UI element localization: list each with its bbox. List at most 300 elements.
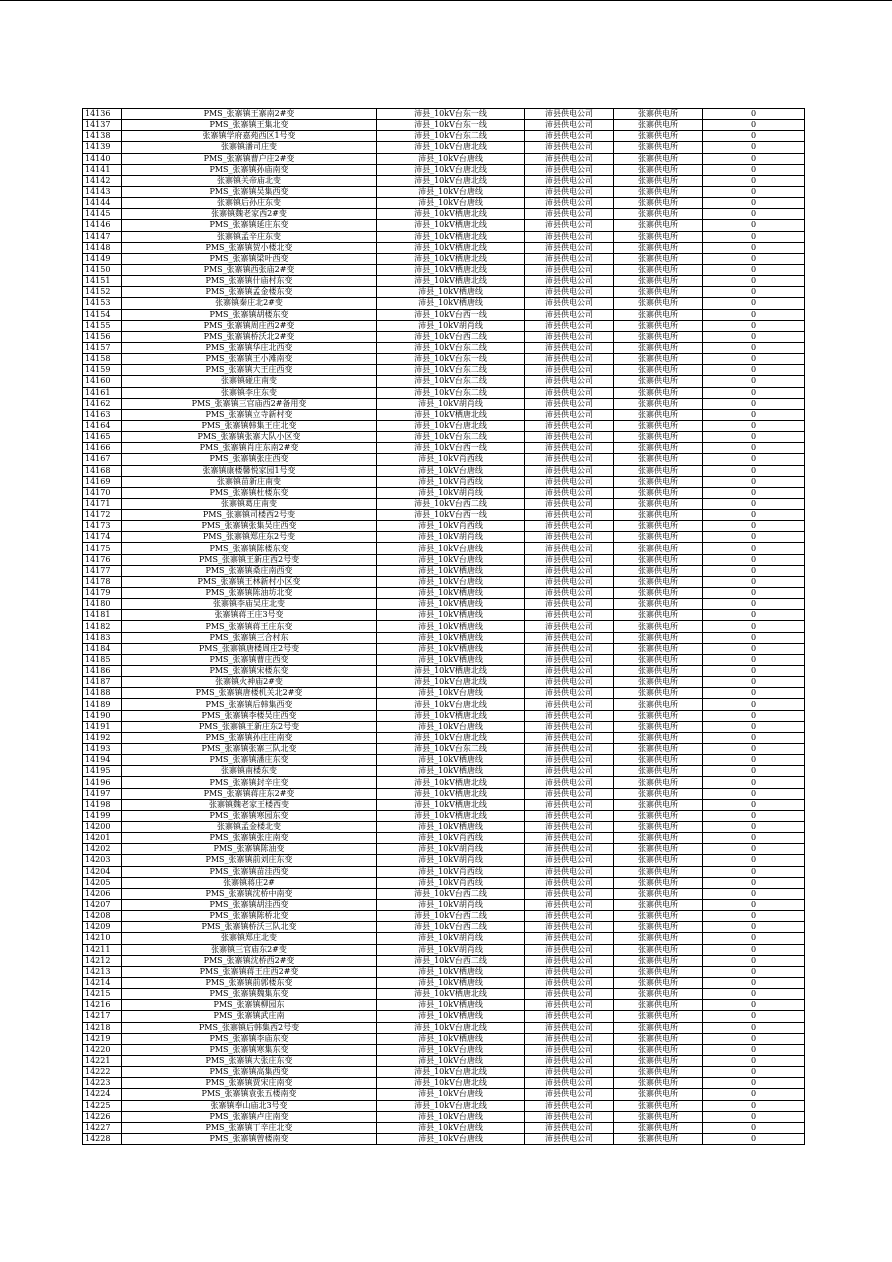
row-id-cell: 14179	[83, 588, 122, 599]
value-cell: 0	[703, 209, 805, 220]
transformer-name-cell: PMS_张寨镇华庄北西变	[122, 342, 377, 353]
feeder-line-cell: 沛县_10kV栖唐线	[377, 654, 525, 665]
transformer-name-cell: PMS_张寨镇杜楼东变	[122, 487, 377, 498]
row-id-cell: 14157	[83, 342, 122, 353]
row-id-cell: 14211	[83, 944, 122, 955]
company-cell: 沛县供电公司	[525, 309, 614, 320]
table-row	[83, 588, 805, 599]
table-row	[83, 532, 805, 543]
feeder-line-cell: 沛县_10kV台唐北线	[377, 175, 525, 186]
value-cell: 0	[703, 276, 805, 287]
station-cell: 张寨供电所	[614, 387, 703, 398]
value-cell: 0	[703, 621, 805, 632]
row-id-cell: 14151	[83, 276, 122, 287]
row-id-cell: 14147	[83, 231, 122, 242]
table-row	[83, 933, 805, 944]
feeder-line-cell: 沛县_10kV台西二线	[377, 498, 525, 509]
row-id-cell: 14167	[83, 454, 122, 465]
company-cell: 沛县供电公司	[525, 643, 614, 654]
feeder-line-cell: 沛县_10kV栖唐北线	[377, 209, 525, 220]
table-row	[83, 465, 805, 476]
value-cell: 0	[703, 810, 805, 821]
company-cell: 沛县供电公司	[525, 565, 614, 576]
company-cell: 沛县供电公司	[525, 866, 614, 877]
table-row	[83, 777, 805, 788]
station-cell: 张寨供电所	[614, 287, 703, 298]
row-id-cell: 14155	[83, 320, 122, 331]
value-cell: 0	[703, 610, 805, 621]
transformer-name-cell: PMS_张寨镇沈桥西2#变	[122, 955, 377, 966]
station-cell: 张寨供电所	[614, 1122, 703, 1133]
value-cell: 0	[703, 1022, 805, 1033]
company-cell: 沛县供电公司	[525, 576, 614, 587]
row-id-cell: 14192	[83, 732, 122, 743]
company-cell: 沛县供电公司	[525, 153, 614, 164]
feeder-line-cell: 沛县_10kV栖唐北线	[377, 231, 525, 242]
station-cell: 张寨供电所	[614, 1033, 703, 1044]
station-cell: 张寨供电所	[614, 242, 703, 253]
transformer-name-cell: PMS_张寨镇梁叶西变	[122, 253, 377, 264]
transformer-name-cell: PMS_张寨镇陈楼东变	[122, 543, 377, 554]
company-cell: 沛县供电公司	[525, 1044, 614, 1055]
table-row	[83, 877, 805, 888]
value-cell: 0	[703, 331, 805, 342]
row-id-cell: 14180	[83, 599, 122, 610]
table-row	[83, 432, 805, 443]
company-cell: 沛县供电公司	[525, 532, 614, 543]
row-id-cell: 14175	[83, 543, 122, 554]
station-cell: 张寨供电所	[614, 643, 703, 654]
station-cell: 张寨供电所	[614, 833, 703, 844]
feeder-line-cell: 沛县_10kV栖唐线	[377, 599, 525, 610]
transformer-name-cell: 张寨镇康楼馨悦家园1号变	[122, 465, 377, 476]
row-id-cell: 14216	[83, 1000, 122, 1011]
table-row	[83, 498, 805, 509]
transformer-name-cell: 张寨镇奉山庙北3号变	[122, 1100, 377, 1111]
row-id-cell: 14144	[83, 198, 122, 209]
page-top-border	[0, 0, 892, 1]
row-id-cell: 14170	[83, 487, 122, 498]
value-cell: 0	[703, 175, 805, 186]
station-cell: 张寨供电所	[614, 465, 703, 476]
company-cell: 沛县供电公司	[525, 888, 614, 899]
value-cell: 0	[703, 1055, 805, 1066]
row-id-cell: 14222	[83, 1067, 122, 1078]
value-cell: 0	[703, 309, 805, 320]
feeder-line-cell: 沛县_10kV肖西线	[377, 866, 525, 877]
row-id-cell: 14181	[83, 610, 122, 621]
company-cell: 沛县供电公司	[525, 320, 614, 331]
station-cell: 张寨供电所	[614, 521, 703, 532]
row-id-cell: 14215	[83, 989, 122, 1000]
value-cell: 0	[703, 432, 805, 443]
station-cell: 张寨供电所	[614, 142, 703, 153]
value-cell: 0	[703, 1033, 805, 1044]
row-id-cell: 14204	[83, 866, 122, 877]
transformer-name-cell: PMS_张寨镇后韩集西2号变	[122, 1022, 377, 1033]
station-cell: 张寨供电所	[614, 131, 703, 142]
value-cell: 0	[703, 142, 805, 153]
row-id-cell: 14153	[83, 298, 122, 309]
transformer-name-cell: PMS_张寨镇三官庙西2#备用变	[122, 398, 377, 409]
company-cell: 沛县供电公司	[525, 721, 614, 732]
value-cell: 0	[703, 510, 805, 521]
transformer-name-cell: 张寨镇火神庙2#变	[122, 677, 377, 688]
table-row	[83, 454, 805, 465]
station-cell: 张寨供电所	[614, 432, 703, 443]
station-cell: 张寨供电所	[614, 989, 703, 1000]
row-id-cell: 14194	[83, 755, 122, 766]
value-cell: 0	[703, 420, 805, 431]
table-row	[83, 677, 805, 688]
table-row	[83, 977, 805, 988]
row-id-cell: 14146	[83, 220, 122, 231]
value-cell: 0	[703, 476, 805, 487]
table-row	[83, 198, 805, 209]
feeder-line-cell: 沛县_10kV栖唐线	[377, 287, 525, 298]
transformer-name-cell: PMS_张寨镇王集北变	[122, 120, 377, 131]
table-row	[83, 331, 805, 342]
table-row	[83, 643, 805, 654]
value-cell: 0	[703, 710, 805, 721]
feeder-line-cell: 沛县_10kV栖唐线	[377, 621, 525, 632]
value-cell: 0	[703, 1000, 805, 1011]
table-row	[83, 487, 805, 498]
table-row	[83, 209, 805, 220]
station-cell: 张寨供电所	[614, 565, 703, 576]
row-id-cell: 14191	[83, 721, 122, 732]
company-cell: 沛县供电公司	[525, 554, 614, 565]
row-id-cell: 14164	[83, 420, 122, 431]
row-id-cell: 14187	[83, 677, 122, 688]
station-cell: 张寨供电所	[614, 732, 703, 743]
value-cell: 0	[703, 521, 805, 532]
station-cell: 张寨供电所	[614, 175, 703, 186]
value-cell: 0	[703, 933, 805, 944]
station-cell: 张寨供电所	[614, 231, 703, 242]
company-cell: 沛县供电公司	[525, 944, 614, 955]
value-cell: 0	[703, 443, 805, 454]
feeder-line-cell: 沛县_10kV胡肖线	[377, 398, 525, 409]
station-cell: 张寨供电所	[614, 331, 703, 342]
row-id-cell: 14203	[83, 855, 122, 866]
transformer-name-cell: PMS_张寨镇王小滩南变	[122, 354, 377, 365]
value-cell: 0	[703, 409, 805, 420]
value-cell: 0	[703, 766, 805, 777]
feeder-line-cell: 沛县_10kV肖西线	[377, 521, 525, 532]
table-row	[83, 420, 805, 431]
feeder-line-cell: 沛县_10kV台唐北线	[377, 1078, 525, 1089]
transformer-name-cell: PMS_张寨镇封辛庄变	[122, 777, 377, 788]
company-cell: 沛县供电公司	[525, 955, 614, 966]
table-row	[83, 1055, 805, 1066]
table-row	[83, 576, 805, 587]
company-cell: 沛县供电公司	[525, 966, 614, 977]
value-cell: 0	[703, 677, 805, 688]
value-cell: 0	[703, 231, 805, 242]
company-cell: 沛县供电公司	[525, 632, 614, 643]
company-cell: 沛县供电公司	[525, 487, 614, 498]
table-row	[83, 253, 805, 264]
row-id-cell: 14197	[83, 788, 122, 799]
table-row	[83, 565, 805, 576]
company-cell: 沛县供电公司	[525, 677, 614, 688]
feeder-line-cell: 沛县_10kV胡肖线	[377, 933, 525, 944]
station-cell: 张寨供电所	[614, 899, 703, 910]
row-id-cell: 14143	[83, 186, 122, 197]
row-id-cell: 14136	[83, 109, 122, 120]
station-cell: 张寨供电所	[614, 164, 703, 175]
station-cell: 张寨供电所	[614, 487, 703, 498]
company-cell: 沛县供电公司	[525, 376, 614, 387]
table-row	[83, 109, 805, 120]
feeder-line-cell: 沛县_10kV栖唐北线	[377, 799, 525, 810]
feeder-line-cell: 沛县_10kV台唐线	[377, 153, 525, 164]
company-cell: 沛县供电公司	[525, 1033, 614, 1044]
company-cell: 沛县供电公司	[525, 977, 614, 988]
table-row	[83, 354, 805, 365]
row-id-cell: 14190	[83, 710, 122, 721]
row-id-cell: 14140	[83, 153, 122, 164]
station-cell: 张寨供电所	[614, 153, 703, 164]
value-cell: 0	[703, 888, 805, 899]
feeder-line-cell: 沛县_10kV栖唐线	[377, 822, 525, 833]
feeder-line-cell: 沛县_10kV栖唐线	[377, 977, 525, 988]
value-cell: 0	[703, 398, 805, 409]
feeder-line-cell: 沛县_10kV肖西线	[377, 877, 525, 888]
row-id-cell: 14139	[83, 142, 122, 153]
station-cell: 张寨供电所	[614, 710, 703, 721]
transformer-name-cell: PMS_张寨镇贺小楼北变	[122, 242, 377, 253]
transformer-name-cell: 张寨镇南楼东变	[122, 766, 377, 777]
feeder-line-cell: 沛县_10kV肖西线	[377, 476, 525, 487]
company-cell: 沛县供电公司	[525, 432, 614, 443]
transformer-name-cell: PMS_张寨镇张寨三队北变	[122, 744, 377, 755]
station-cell: 张寨供电所	[614, 354, 703, 365]
table-row	[83, 788, 805, 799]
table-row	[83, 242, 805, 253]
feeder-line-cell: 沛县_10kV台唐线	[377, 1055, 525, 1066]
feeder-line-cell: 沛县_10kV胡肖线	[377, 855, 525, 866]
station-cell: 张寨供电所	[614, 966, 703, 977]
value-cell: 0	[703, 922, 805, 933]
row-id-cell: 14166	[83, 443, 122, 454]
value-cell: 0	[703, 744, 805, 755]
transformer-name-cell: 张寨镇李庄东变	[122, 387, 377, 398]
station-cell: 张寨供电所	[614, 677, 703, 688]
feeder-line-cell: 沛县_10kV胡肖线	[377, 487, 525, 498]
station-cell: 张寨供电所	[614, 120, 703, 131]
transformer-name-cell: PMS_张寨镇西张庙2#变	[122, 264, 377, 275]
row-id-cell: 14198	[83, 799, 122, 810]
table-row	[83, 1000, 805, 1011]
value-cell: 0	[703, 120, 805, 131]
value-cell: 0	[703, 198, 805, 209]
transformer-name-cell: PMS_张寨镇孟金楼东变	[122, 287, 377, 298]
table-row	[83, 231, 805, 242]
company-cell: 沛县供电公司	[525, 264, 614, 275]
feeder-line-cell: 沛县_10kV栖唐线	[377, 966, 525, 977]
company-cell: 沛县供电公司	[525, 855, 614, 866]
station-cell: 张寨供电所	[614, 1000, 703, 1011]
table-row	[83, 142, 805, 153]
value-cell: 0	[703, 632, 805, 643]
station-cell: 张寨供电所	[614, 398, 703, 409]
row-id-cell: 14207	[83, 899, 122, 910]
company-cell: 沛县供电公司	[525, 142, 614, 153]
company-cell: 沛县供电公司	[525, 186, 614, 197]
table-row	[83, 844, 805, 855]
row-id-cell: 14218	[83, 1022, 122, 1033]
row-id-cell: 14184	[83, 643, 122, 654]
transformer-name-cell: PMS_张寨镇大张庄东变	[122, 1055, 377, 1066]
transformer-name-cell: 张寨镇孟辛庄东变	[122, 231, 377, 242]
feeder-line-cell: 沛县_10kV栖唐线	[377, 755, 525, 766]
row-id-cell: 14226	[83, 1111, 122, 1122]
company-cell: 沛县供电公司	[525, 766, 614, 777]
value-cell: 0	[703, 109, 805, 120]
station-cell: 张寨供电所	[614, 610, 703, 621]
station-cell: 张寨供电所	[614, 220, 703, 231]
transformer-table	[82, 108, 805, 1145]
feeder-line-cell: 沛县_10kV栖唐线	[377, 643, 525, 654]
transformer-name-cell: PMS_张寨镇丁辛庄北变	[122, 1122, 377, 1133]
station-cell: 张寨供电所	[614, 721, 703, 732]
company-cell: 沛县供电公司	[525, 287, 614, 298]
table-row	[83, 721, 805, 732]
row-id-cell: 14217	[83, 1011, 122, 1022]
feeder-line-cell: 沛县_10kV台东二线	[377, 376, 525, 387]
feeder-line-cell: 沛县_10kV台唐北线	[377, 1100, 525, 1111]
station-cell: 张寨供电所	[614, 666, 703, 677]
row-id-cell: 14199	[83, 810, 122, 821]
station-cell: 张寨供电所	[614, 298, 703, 309]
value-cell: 0	[703, 565, 805, 576]
station-cell: 张寨供电所	[614, 788, 703, 799]
row-id-cell: 14186	[83, 666, 122, 677]
company-cell: 沛县供电公司	[525, 521, 614, 532]
table-row	[83, 365, 805, 376]
feeder-line-cell: 沛县_10kV栖唐线	[377, 1033, 525, 1044]
station-cell: 张寨供电所	[614, 1078, 703, 1089]
value-cell: 0	[703, 220, 805, 231]
row-id-cell: 14220	[83, 1044, 122, 1055]
company-cell: 沛县供电公司	[525, 409, 614, 420]
table-row	[83, 554, 805, 565]
value-cell: 0	[703, 1011, 805, 1022]
row-id-cell: 14219	[83, 1033, 122, 1044]
value-cell: 0	[703, 253, 805, 264]
feeder-line-cell: 沛县_10kV台西二线	[377, 911, 525, 922]
row-id-cell: 14185	[83, 654, 122, 665]
transformer-name-cell: PMS_张寨镇张庄南变	[122, 833, 377, 844]
value-cell: 0	[703, 911, 805, 922]
value-cell: 0	[703, 576, 805, 587]
feeder-line-cell: 沛县_10kV台东二线	[377, 365, 525, 376]
company-cell: 沛县供电公司	[525, 231, 614, 242]
feeder-line-cell: 沛县_10kV台东一线	[377, 109, 525, 120]
transformer-name-cell: PMS_张寨镇胡楼东变	[122, 309, 377, 320]
table-row	[83, 342, 805, 353]
station-cell: 张寨供电所	[614, 1067, 703, 1078]
company-cell: 沛县供电公司	[525, 365, 614, 376]
feeder-line-cell: 沛县_10kV台东二线	[377, 131, 525, 142]
transformer-name-cell: 张寨镇潘司庄变	[122, 142, 377, 153]
feeder-line-cell: 沛县_10kV栖唐线	[377, 1011, 525, 1022]
station-cell: 张寨供电所	[614, 822, 703, 833]
company-cell: 沛县供电公司	[525, 220, 614, 231]
feeder-line-cell: 沛县_10kV台唐线	[377, 543, 525, 554]
company-cell: 沛县供电公司	[525, 510, 614, 521]
station-cell: 张寨供电所	[614, 409, 703, 420]
transformer-name-cell: PMS_张寨镇张集吴庄西变	[122, 521, 377, 532]
feeder-line-cell: 沛县_10kV栖唐北线	[377, 788, 525, 799]
company-cell: 沛县供电公司	[525, 933, 614, 944]
company-cell: 沛县供电公司	[525, 911, 614, 922]
transformer-name-cell: 张寨镇蒋王庄3号变	[122, 610, 377, 621]
value-cell: 0	[703, 1067, 805, 1078]
row-id-cell: 14172	[83, 510, 122, 521]
feeder-line-cell: 沛县_10kV台唐北线	[377, 164, 525, 175]
row-id-cell: 14162	[83, 398, 122, 409]
station-cell: 张寨供电所	[614, 109, 703, 120]
row-id-cell: 14176	[83, 554, 122, 565]
transformer-name-cell: PMS_张寨镇前刘庄东变	[122, 855, 377, 866]
feeder-line-cell: 沛县_10kV胡肖线	[377, 532, 525, 543]
value-cell: 0	[703, 666, 805, 677]
company-cell: 沛县供电公司	[525, 666, 614, 677]
feeder-line-cell: 沛县_10kV栖唐线	[377, 1000, 525, 1011]
company-cell: 沛县供电公司	[525, 755, 614, 766]
table-row	[83, 654, 805, 665]
value-cell: 0	[703, 855, 805, 866]
transformer-name-cell: 张寨镇李庙吴庄北变	[122, 599, 377, 610]
transformer-name-cell: PMS_张寨镇王新庄西2号变	[122, 554, 377, 565]
feeder-line-cell: 沛县_10kV台唐北线	[377, 1067, 525, 1078]
transformer-name-cell: PMS_张寨镇贾宋庄南变	[122, 1078, 377, 1089]
feeder-line-cell: 沛县_10kV栖唐线	[377, 766, 525, 777]
row-id-cell: 14169	[83, 476, 122, 487]
row-id-cell: 14189	[83, 699, 122, 710]
row-id-cell: 14137	[83, 120, 122, 131]
table-row	[83, 855, 805, 866]
feeder-line-cell: 沛县_10kV台唐线	[377, 1122, 525, 1133]
station-cell: 张寨供电所	[614, 777, 703, 788]
station-cell: 张寨供电所	[614, 342, 703, 353]
table-row	[83, 120, 805, 131]
station-cell: 张寨供电所	[614, 510, 703, 521]
company-cell: 沛县供电公司	[525, 732, 614, 743]
value-cell: 0	[703, 131, 805, 142]
company-cell: 沛县供电公司	[525, 354, 614, 365]
feeder-line-cell: 沛县_10kV栖唐北线	[377, 220, 525, 231]
station-cell: 张寨供电所	[614, 922, 703, 933]
table-row	[83, 799, 805, 810]
company-cell: 沛县供电公司	[525, 989, 614, 1000]
value-cell: 0	[703, 899, 805, 910]
company-cell: 沛县供电公司	[525, 777, 614, 788]
table-row	[83, 409, 805, 420]
feeder-line-cell: 沛县_10kV台东二线	[377, 432, 525, 443]
company-cell: 沛县供电公司	[525, 443, 614, 454]
value-cell: 0	[703, 844, 805, 855]
transformer-name-cell: PMS_张寨镇吴集西变	[122, 186, 377, 197]
station-cell: 张寨供电所	[614, 844, 703, 855]
station-cell: 张寨供电所	[614, 977, 703, 988]
row-id-cell: 14225	[83, 1100, 122, 1111]
transformer-name-cell: 张寨镇学府嘉苑西区1号变	[122, 131, 377, 142]
company-cell: 沛县供电公司	[525, 877, 614, 888]
